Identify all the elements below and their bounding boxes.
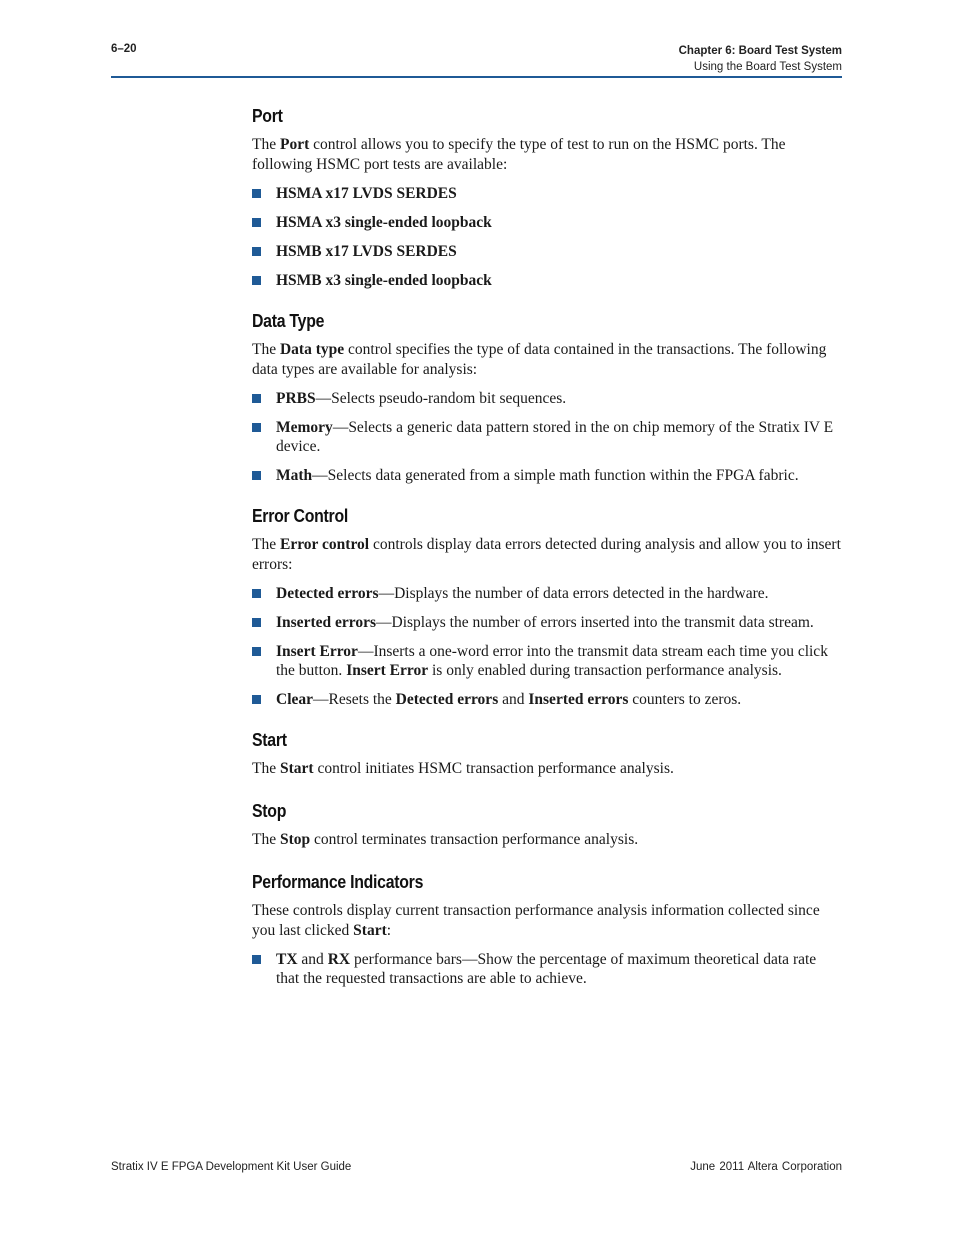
list-item: HSMB x17 LVDS SERDES [252, 242, 842, 262]
square-bullet-icon [252, 955, 261, 964]
chapter-title: Chapter 6: Board Test System [678, 45, 842, 57]
error-control-list [252, 584, 842, 710]
square-bullet-icon [252, 247, 261, 256]
heading-data-type: Data Type [252, 310, 325, 331]
running-header [679, 43, 842, 75]
port-intro: The Port control allows you to specify the type of test to run on the HSMC ports. The following HSMC port tests are available: [252, 136, 786, 173]
list-item: HSMA x17 LVDS SERDES [252, 184, 842, 204]
list-item: Detected errors—Displays the number of data errors detected in the hardware. [252, 584, 842, 604]
square-bullet-icon [252, 695, 261, 704]
list-item: Memory—Selects a generic data pattern stored in the on chip memory of the Stratix IV E device. [252, 418, 842, 457]
footer-guide-title: Stratix IV E FPGA Development Kit User Guide [111, 1161, 352, 1173]
heading-start: Start [252, 729, 287, 750]
heading-performance-indicators: Performance Indicators [252, 871, 424, 892]
port-test-list [252, 184, 842, 291]
heading-stop: Stop [252, 800, 287, 821]
square-bullet-icon [252, 218, 261, 227]
section-title: Using the Board Test System [693, 61, 842, 73]
square-bullet-icon [252, 589, 261, 598]
list-item: Math—Selects data generated from a simple math function within the FPGA fabric. [252, 466, 842, 486]
error-control-intro: The Error control controls display data errors detected during analysis and allow you to insert errors: [252, 535, 841, 573]
stop-text: The Stop control terminates transaction performance analysis. [252, 830, 639, 848]
start-text: The Start control initiates HSMC transaction performance analysis. [252, 759, 674, 777]
heading-error-control: Error Control [252, 505, 349, 526]
heading-port: Port [252, 106, 283, 126]
performance-intro: These controls display current transaction performance analysis information collected since you last clicked Start: [252, 901, 820, 939]
square-bullet-icon [252, 618, 261, 627]
square-bullet-icon [252, 189, 261, 198]
list-item: TX and RX performance bars—Show the percentage of maximum theoretical data rate that the requested transactions are able to achieve. [252, 950, 842, 989]
square-bullet-icon [252, 394, 261, 403]
footer-date-company: June 2011 Altera Corporation [690, 1161, 842, 1173]
list-item: Clear—Resets the Detected errors and Inserted errors counters to zeros. [252, 690, 842, 710]
list-item: PRBS—Selects pseudo-random bit sequences. [252, 389, 842, 409]
list-item: HSMA x3 single-ended loopback [252, 213, 842, 233]
square-bullet-icon [252, 423, 261, 432]
square-bullet-icon [252, 647, 261, 656]
square-bullet-icon [252, 276, 261, 285]
performance-list [252, 950, 842, 989]
square-bullet-icon [252, 471, 261, 480]
data-type-list [252, 389, 842, 486]
page-body [252, 104, 842, 1007]
data-type-intro: The Data type control specifies the type of data contained in the transactions. The following data types are available for analysis: [252, 340, 827, 378]
list-item: Insert Error—Inserts a one-word error into the transmit data stream each time you click the button. Insert Error is only enabled during transaction performance analysis. [252, 642, 842, 681]
header-divider [111, 76, 842, 78]
list-item: HSMB x3 single-ended loopback [252, 271, 842, 291]
list-item: Inserted errors—Displays the number of errors inserted into the transmit data stream. [252, 613, 842, 633]
page-number: 6–20 [111, 43, 137, 55]
